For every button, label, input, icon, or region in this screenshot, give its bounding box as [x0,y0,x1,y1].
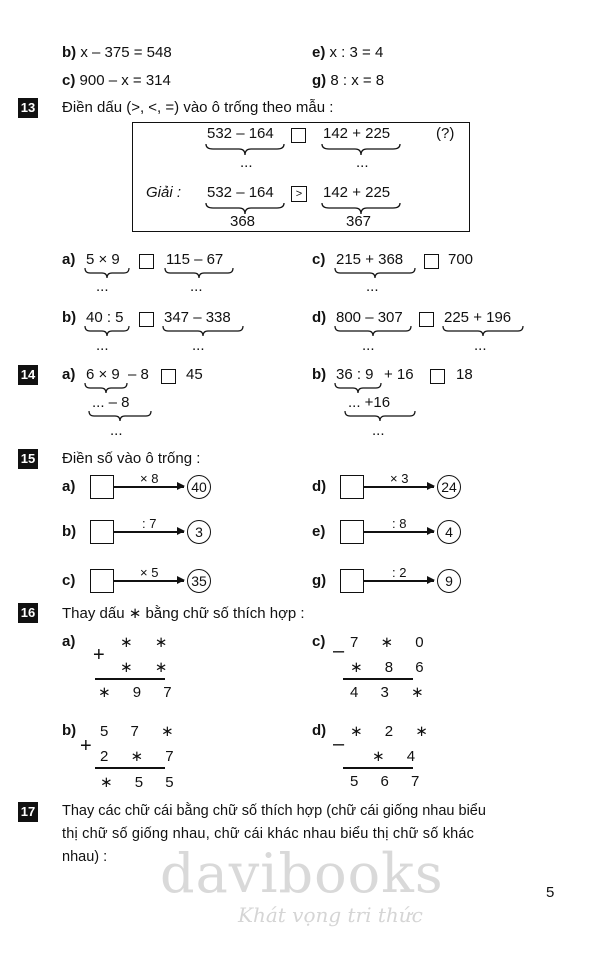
item-label: a) [62,633,76,650]
sample-dots: ... [240,154,253,171]
item-label: b) [62,722,77,739]
digit-row: ∗ 9 7 [98,684,181,701]
minus-sign: – [333,733,345,755]
plus-sign: + [80,735,92,757]
result-circle: 40 [187,475,211,499]
answer-box[interactable] [90,475,114,499]
sample-question: (?) [436,125,455,142]
expr: 5 × 9 [86,251,120,268]
digit-row: ∗ 5 5 [100,774,183,791]
expr: 6 × 9 [86,366,120,383]
item-label: a) [62,251,76,268]
sample-left-result: 368 [230,213,256,230]
arrow [364,486,434,488]
dots: ... [96,337,109,354]
brace [162,325,244,337]
answer-box[interactable] [340,569,364,593]
exercise-13-instruction: Điền dấu (>, <, =) vào ô trống theo mẫu : [62,99,334,116]
expr: 115 – 67 [166,251,224,268]
arrow [364,580,434,582]
expr: 36 : 9 [336,366,374,383]
difference-line [343,767,413,769]
watermark-slogan: Khát vọng tri thức [238,903,423,927]
operation: : 2 [392,565,407,580]
dots: ... [190,278,203,295]
step: ... – 8 [92,394,130,411]
dots: ... [96,278,109,295]
exercise-16-number: 16 [18,603,38,623]
giai-label: Giải : [146,184,182,201]
expr: 40 : 5 [86,309,124,326]
brace [334,325,412,337]
sample-dots: ... [356,154,369,171]
answer-box[interactable] [340,520,364,544]
brace [442,325,524,337]
item-label: c) [312,251,326,268]
exercise-15-instruction: Điền số vào ô trống : [62,450,201,467]
exercise-17-line: nhau) : [62,849,108,865]
item-label: b) [312,366,327,383]
digit-row: ∗ 2 ∗ [350,723,437,740]
sample-sign-box: > [291,186,307,202]
dots: ... [366,278,379,295]
eq-g: g) 8 : x = 8 [312,72,385,89]
brace [84,382,128,394]
expr: 215 + 368 [336,251,404,268]
item-label: d) [312,478,327,495]
answer-box[interactable] [139,254,154,269]
exercise-15-number: 15 [18,449,38,469]
result-circle: 35 [187,569,211,593]
digit-row: ∗ 4 [372,748,425,765]
brace [88,410,152,422]
operation: × 3 [390,471,409,486]
expr: 225 + 196 [444,309,512,326]
sample-left: 532 – 164 [207,184,274,201]
exercise-17-line: Thay các chữ cái bằng chữ số thích hợp (chữ cái giống nhau biểu [62,803,486,819]
sample-right: 142 + 225 [323,125,391,142]
item-label: g) [312,572,327,589]
answer-box[interactable] [430,369,445,384]
result-circle: 24 [437,475,461,499]
exercise-17-line: thị chữ số giống nhau, chữ cái khác nhau biểu thị chữ số khác [62,826,475,842]
eq-c: c) 900 – x = 314 [62,72,171,89]
item-label: a) [62,478,76,495]
arrow [364,531,434,533]
item-label: c) [312,633,326,650]
digit-row: 4 3 ∗ [350,684,433,701]
minus-sign: – [333,640,345,662]
item-label: c) [62,572,76,589]
digit-row: ∗ ∗ [120,659,177,676]
expr: 800 – 307 [336,309,403,326]
exercise-13-number: 13 [18,98,38,118]
arrow [114,531,184,533]
step: ... +16 [348,394,391,411]
arrow [114,486,184,488]
dots: ... [474,337,487,354]
answer-box[interactable] [419,312,434,327]
answer-box[interactable] [90,520,114,544]
expr: 18 [456,366,473,383]
item-label: a) [62,366,76,383]
result-circle: 3 [187,520,211,544]
sample-empty-box [291,128,306,143]
dots: ... [110,422,123,439]
exercise-16-instruction: Thay dấu ∗ bằng chữ số thích hợp : [62,605,305,622]
answer-box[interactable] [139,312,154,327]
expr: + 16 [384,366,414,383]
eq-b: b) x – 375 = 548 [62,44,172,61]
sum-line [95,767,165,769]
expr: 700 [448,251,474,268]
sample-right: 142 + 225 [323,184,391,201]
difference-line [343,678,413,680]
operation: : 8 [392,516,407,531]
digit-row: ∗ ∗ [120,634,177,651]
brace [334,382,382,394]
item-label: e) [312,523,326,540]
operation: : 7 [142,516,157,531]
answer-box[interactable] [90,569,114,593]
answer-box[interactable] [340,475,364,499]
operation: × 8 [140,471,159,486]
item-label: d) [312,722,327,739]
item-label: d) [312,309,327,326]
digit-row: 7 ∗ 0 [350,634,433,651]
expr: – 8 [128,366,149,383]
operation: × 5 [140,565,159,580]
brace [344,410,416,422]
result-circle: 9 [437,569,461,593]
expr: 45 [186,366,203,383]
exercise-14-number: 14 [18,365,38,385]
digit-row: 2 ∗ 7 [100,748,183,765]
digit-row: ∗ 8 6 [350,659,433,676]
brace [84,325,130,337]
digit-row: 5 7 ∗ [100,723,183,740]
arrow [114,580,184,582]
dots: ... [192,337,205,354]
exercise-17-number: 17 [18,802,38,822]
sum-line [95,678,165,680]
answer-box[interactable] [424,254,439,269]
sample-right-result: 367 [346,213,372,230]
item-label: b) [62,523,77,540]
expr: 347 – 338 [164,309,231,326]
item-label: b) [62,309,77,326]
result-circle: 4 [437,520,461,544]
answer-box[interactable] [161,369,176,384]
dots: ... [362,337,375,354]
page-number: 5 [546,884,555,901]
eq-e: e) x : 3 = 4 [312,44,384,61]
plus-sign: + [93,644,105,666]
sample-left: 532 – 164 [207,125,274,142]
watermark-brand: davibooks [160,842,444,905]
digit-row: 5 6 7 [350,773,429,790]
dots: ... [372,422,385,439]
